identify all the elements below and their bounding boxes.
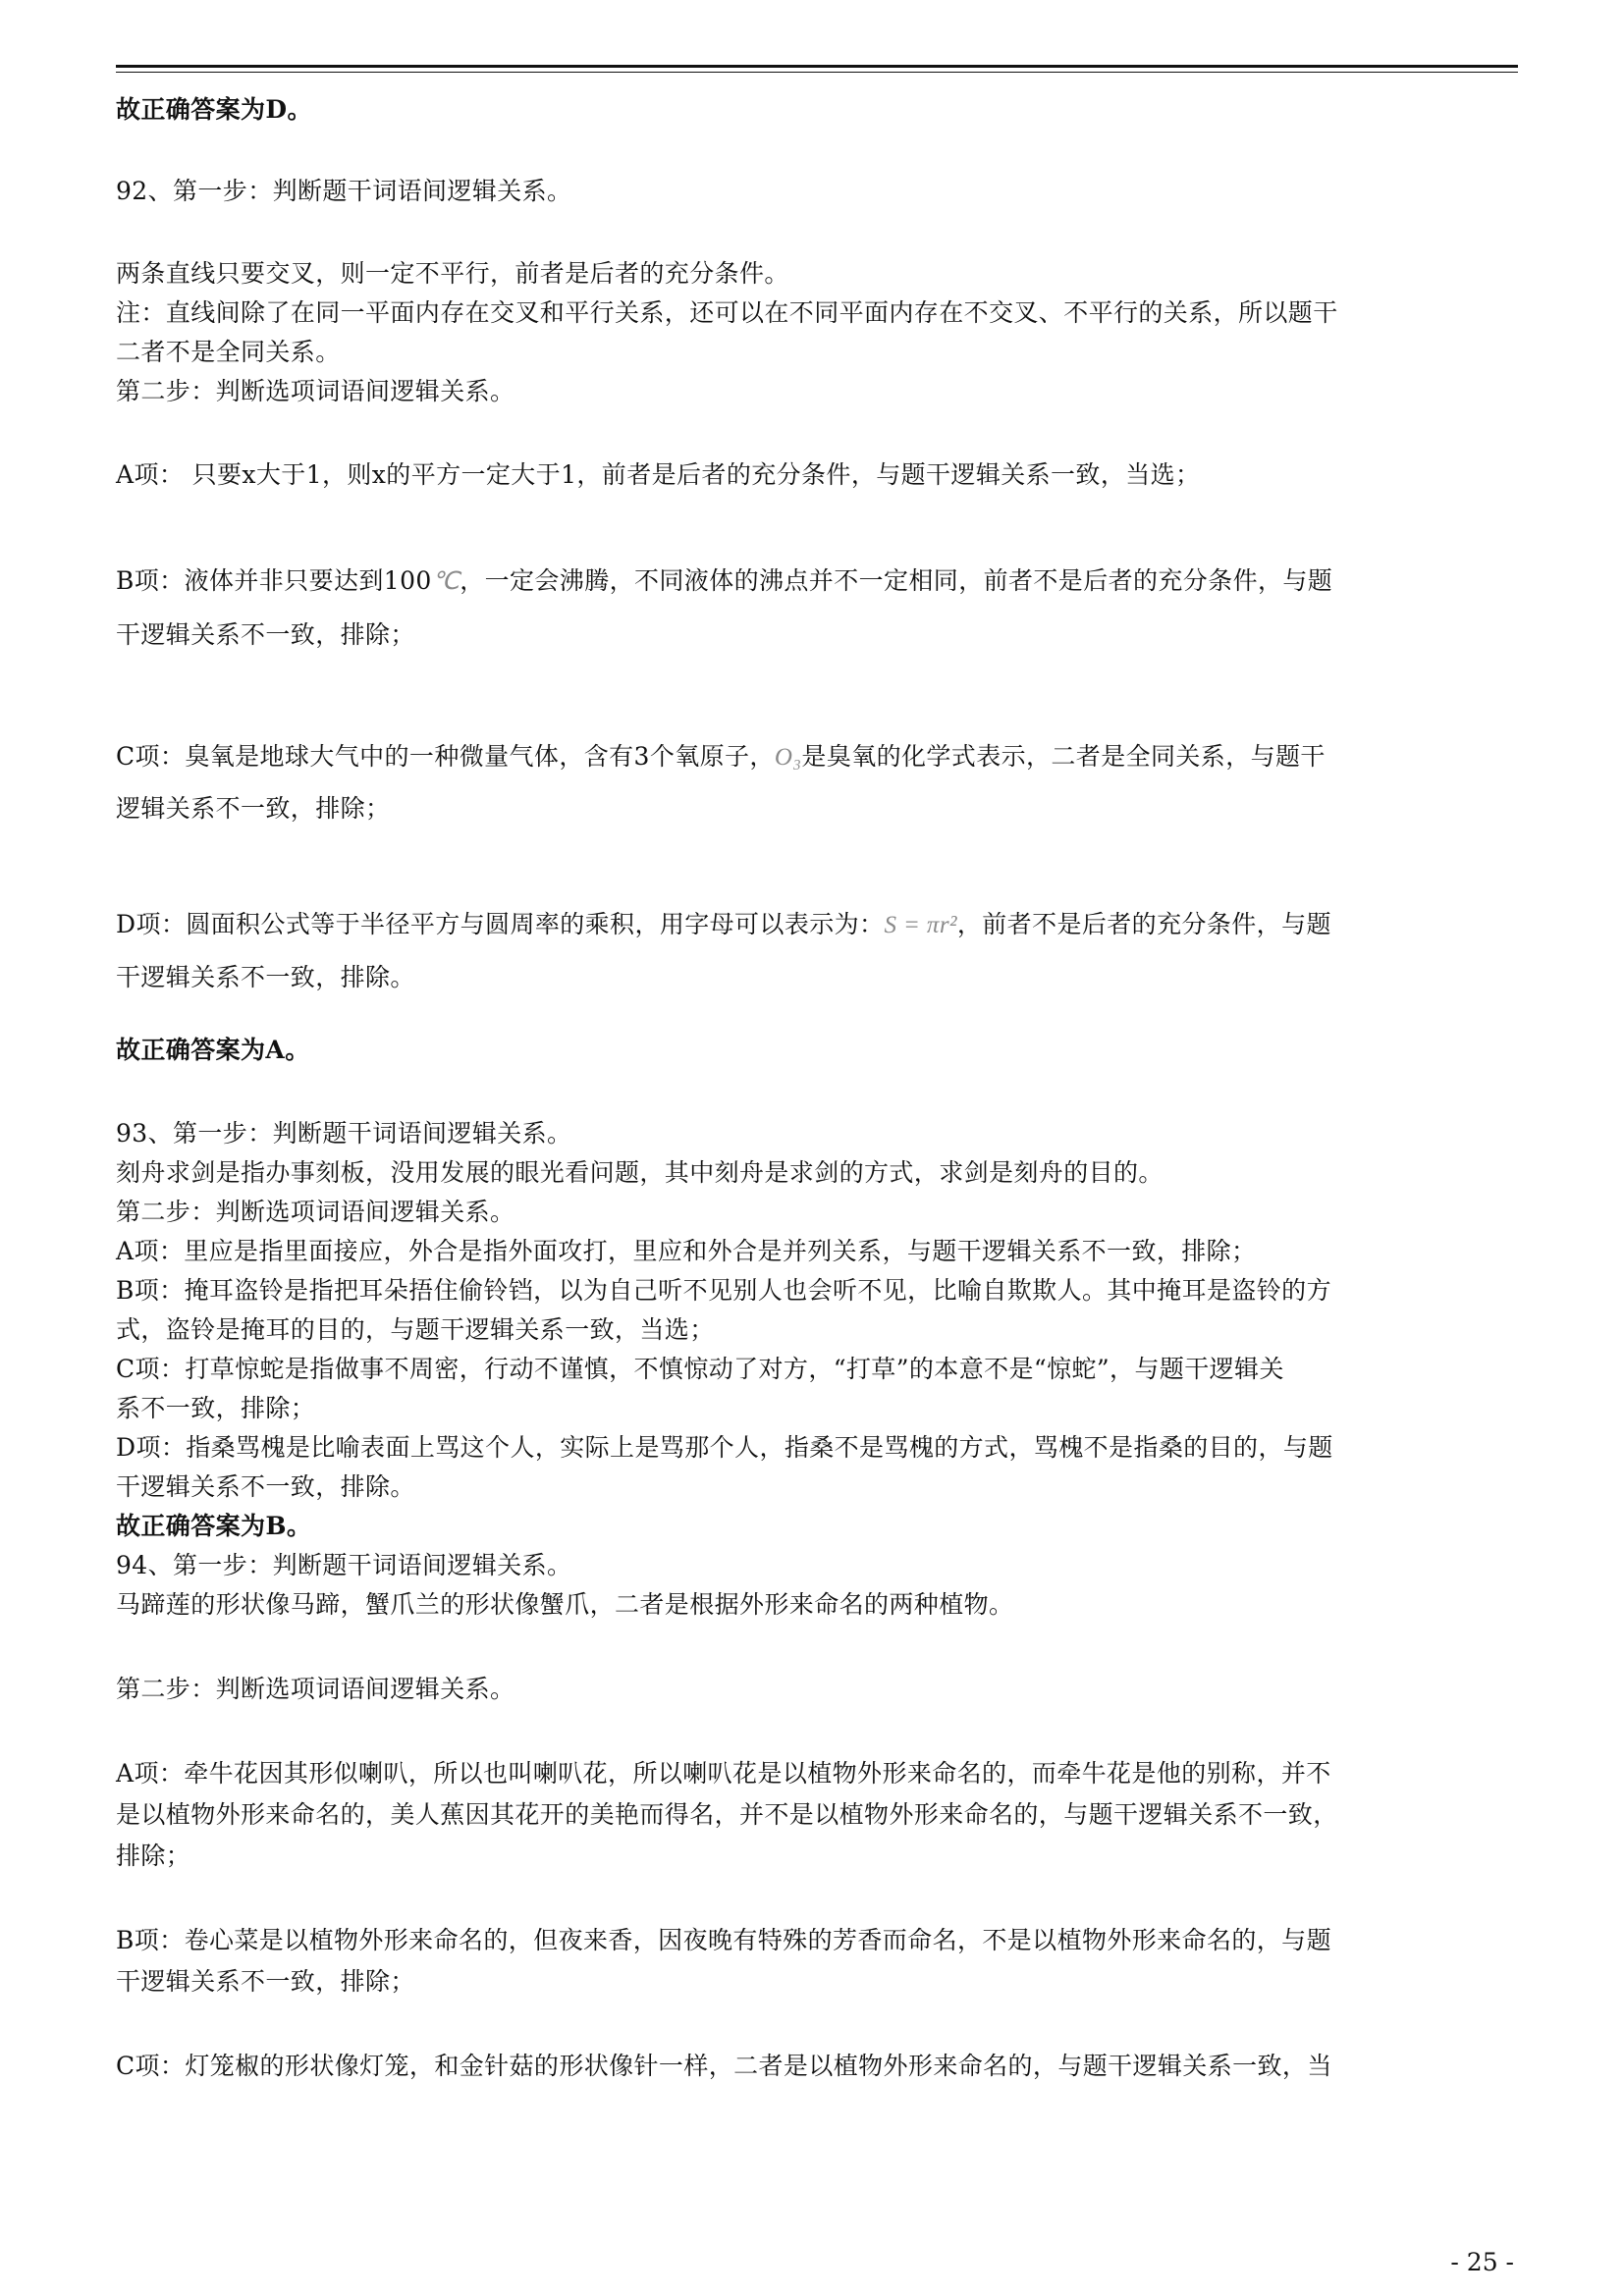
q94-option-a-line3: 排除；: [116, 1842, 191, 1870]
q92-note-line2: 二者不是全同关系。: [116, 338, 341, 366]
answer-q92: 故正确答案为A。: [116, 1036, 310, 1064]
q92-option-d-line2: 干逻辑关系不一致，排除。: [116, 963, 415, 991]
q94-stem-text: 马蹄莲的形状像马蹄，蟹爪兰的形状像蟹爪，二者是根据外形来命名的两种植物。: [116, 1590, 1014, 1619]
q93-option-d-line1: D项：指桑骂槐是比喻表面上骂这个人，实际上是骂那个人，指桑不是骂槐的方式，骂槐不是指桑的目的，与题: [116, 1433, 1333, 1462]
q94-step2: 第二步：判断选项词语间逻辑关系。: [116, 1675, 515, 1703]
q92-option-a: A项： 只要x大于1，则x的平方一定大于1，前者是后者的充分条件，与题干逻辑关系一致，当选；: [116, 460, 1201, 489]
q94-option-a-line2: 是以植物外形来命名的，美人蕉因其花开的美艳而得名，并不是以植物外形来命名的，与题干逻辑关系不一致，: [116, 1800, 1338, 1829]
q92-step1: 92、第一步：判断题干词语间逻辑关系。: [116, 177, 572, 205]
header-rule-thin: [116, 72, 1518, 73]
page-number: - 25 -: [1450, 2248, 1514, 2276]
header-rule-thick: [116, 65, 1518, 68]
q92-option-c-line1: C项：臭氧是地球大气中的一种微量气体，含有3个氧原子，O₃是臭氧的化学式表示，二者是全同关系，与题干: [116, 742, 1326, 771]
q93-option-a: A项：里应是指里面接应，外合是指外面攻打，里应和外合是并列关系，与题干逻辑关系不一致，排除；: [116, 1237, 1257, 1265]
q92-option-d-line1: D项：圆面积公式等于半径平方与圆周率的乘积，用字母可以表示为：S = πr²，前者不是后者的充分条件，与题: [116, 910, 1331, 938]
q93-option-b-line2: 式，盗铃是掩耳的目的，与题干逻辑关系一致，当选；: [116, 1315, 715, 1344]
answer-q93: 故正确答案为B。: [116, 1512, 312, 1540]
q94-option-a-line1: A项：牵牛花因其形似喇叭，所以也叫喇叭花，所以喇叭花是以植物外形来命名的，而牵牛花是他的别称，并不: [116, 1759, 1331, 1788]
q92-option-b-line2: 干逻辑关系不一致，排除；: [116, 620, 415, 649]
q93-step2: 第二步：判断选项词语间逻辑关系。: [116, 1198, 515, 1226]
q93-option-b-line1: B项：掩耳盗铃是指把耳朵捂住偷铃铛，以为自己听不见别人也会听不见，比喻自欺欺人。其中掩耳是盗铃的方: [116, 1276, 1331, 1305]
q92-step2: 第二步：判断选项词语间逻辑关系。: [116, 377, 515, 405]
q94-option-c-line1: C项：灯笼椒的形状像灯笼，和金针菇的形状像针一样，二者是以植物外形来命名的，与题干逻辑关系一致，当: [116, 2052, 1332, 2080]
q93-option-c-line1: C项：打草惊蛇是指做事不周密，行动不谨慎，不慎惊动了对方，“打草”的本意不是“惊蛇”，与题干逻辑关: [116, 1355, 1284, 1383]
ozone-formula: O₃: [774, 744, 802, 771]
document-body: [116, 90, 1518, 2086]
circle-area-formula: S = πr²: [884, 912, 957, 938]
celsius-symbol: ℃: [431, 568, 460, 595]
answer-q91: 故正确答案为D。: [116, 95, 312, 124]
q92-option-c-line2: 逻辑关系不一致，排除；: [116, 794, 391, 823]
q94-option-b-line2: 干逻辑关系不一致，排除；: [116, 1967, 415, 1996]
q93-option-c-line2: 系不一致，排除；: [116, 1394, 316, 1422]
q94-option-b-line1: B项：卷心菜是以植物外形来命名的，但夜来香，因夜晚有特殊的芳香而命名，不是以植物外形来命名的，与题: [116, 1926, 1331, 1954]
q93-stem-text: 刻舟求剑是指办事刻板，没用发展的眼光看问题，其中刻舟是求剑的方式，求剑是刻舟的目的。: [116, 1158, 1164, 1187]
q92-stem-text: 两条直线只要交叉，则一定不平行，前者是后者的充分条件。: [116, 259, 789, 288]
q94-step1: 94、第一步：判断题干词语间逻辑关系。: [116, 1551, 572, 1579]
q93-option-d-line2: 干逻辑关系不一致，排除。: [116, 1472, 415, 1501]
q92-option-b-line1: B项：液体并非只要达到100℃，一定会沸腾，不同液体的沸点并不一定相同，前者不是后者的充分条件，与题: [116, 566, 1333, 595]
q92-note-line1: 注：直线间除了在同一平面内存在交叉和平行关系，还可以在不同平面内存在不交叉、不平行的关系，所以题干: [116, 298, 1338, 327]
q93-step1: 93、第一步：判断题干词语间逻辑关系。: [116, 1119, 572, 1148]
